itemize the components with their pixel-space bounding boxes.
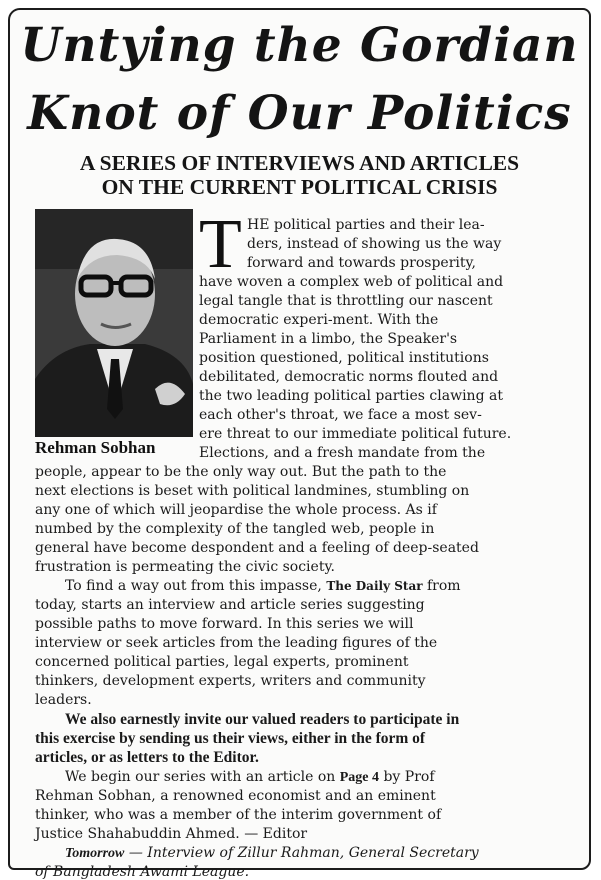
body-line: forward and towards prosperity, bbox=[247, 255, 476, 271]
body-line: democratic experi-ment. With the bbox=[199, 312, 439, 328]
body-line: the two leading political parties clawing at bbox=[199, 388, 503, 404]
body-line: HE political parties and their lea- bbox=[247, 217, 485, 233]
newspaper-name: The Daily Star bbox=[326, 579, 423, 593]
body-line: frustration is permeating the civic society. bbox=[35, 559, 335, 575]
body-line: numbed by the complexity of the tangled web, people in bbox=[35, 521, 435, 537]
body-line: next elections is beset with political landmines, stumbling on bbox=[35, 483, 470, 499]
body-line: each other's throat, we face a most sev- bbox=[199, 407, 482, 423]
body-line: interview or seek articles from the leading figures of the bbox=[35, 635, 438, 651]
invitation-line: this exercise by sending us their views, either in the form of bbox=[35, 730, 426, 747]
subheading-line-2: ON THE CURRENT POLITICAL CRISIS bbox=[101, 175, 498, 199]
body-line: any one of which will jeopardise the whole process. As if bbox=[35, 502, 437, 518]
body-line: thinkers, development experts, writers and community bbox=[35, 673, 426, 689]
tomorrow-label: Tomorrow bbox=[65, 846, 125, 861]
invitation-line: articles, or as letters to the Editor. bbox=[35, 749, 259, 766]
portrait-illustration bbox=[35, 209, 193, 437]
body-line: To find a way out from this impasse, The Daily Star from bbox=[65, 578, 461, 594]
subheading-line-1: A SERIES OF INTERVIEWS AND ARTICLES bbox=[79, 151, 520, 175]
body-line: debilitated, democratic norms flouted and bbox=[199, 369, 499, 385]
body-line: general have become despondent and a feeling of deep-seated bbox=[35, 540, 479, 556]
body-line: people, appear to be the only way out. But the path to the bbox=[35, 464, 447, 480]
body-line: ders, instead of showing us the way bbox=[247, 236, 502, 252]
body-line: concerned political parties, legal experts, prominent bbox=[35, 654, 409, 670]
body-line: Parliament in a limbo, the Speaker's bbox=[199, 331, 458, 347]
body-line: thinker, who was a member of the interim government of bbox=[35, 807, 442, 823]
invitation-line: We also earnestly invite our valued readers to participate in bbox=[65, 711, 460, 728]
body-line: leaders. bbox=[35, 692, 92, 708]
body-line: have woven a complex web of political and bbox=[199, 274, 504, 290]
body-line: position questioned, political institutions bbox=[199, 350, 489, 366]
body-line: Rehman Sobhan, a renowned economist and an eminent bbox=[35, 788, 436, 804]
body-line: Elections, and a fresh mandate from the bbox=[199, 445, 486, 461]
photo-caption: Rehman Sobhan bbox=[35, 438, 156, 457]
tomorrow-note: Tomorrow — Interview of Zillur Rahman, General Secretary bbox=[65, 845, 479, 861]
body-line: Justice Shahabuddin Ahmed. — Editor bbox=[35, 826, 308, 842]
body-line: legal tangle that is throttling our nascent bbox=[199, 293, 493, 309]
body-line: possible paths to move forward. In this series we will bbox=[35, 616, 414, 632]
tomorrow-note: of Bangladesh Awami League. bbox=[35, 864, 250, 880]
drop-cap: T bbox=[199, 206, 242, 283]
article-clipping bbox=[8, 8, 591, 880]
body-line: ere threat to our immediate political future. bbox=[199, 426, 512, 442]
body-line: We begin our series with an article on Page 4 by Prof bbox=[65, 769, 435, 785]
body-line: today, starts an interview and article series suggesting bbox=[35, 597, 425, 613]
headline-line-2: Knot of Our Politics bbox=[27, 86, 572, 141]
author-portrait-photo bbox=[35, 209, 193, 437]
headline-line-1: Untying the Gordian bbox=[20, 18, 579, 73]
page-reference: Page 4 bbox=[339, 770, 380, 785]
